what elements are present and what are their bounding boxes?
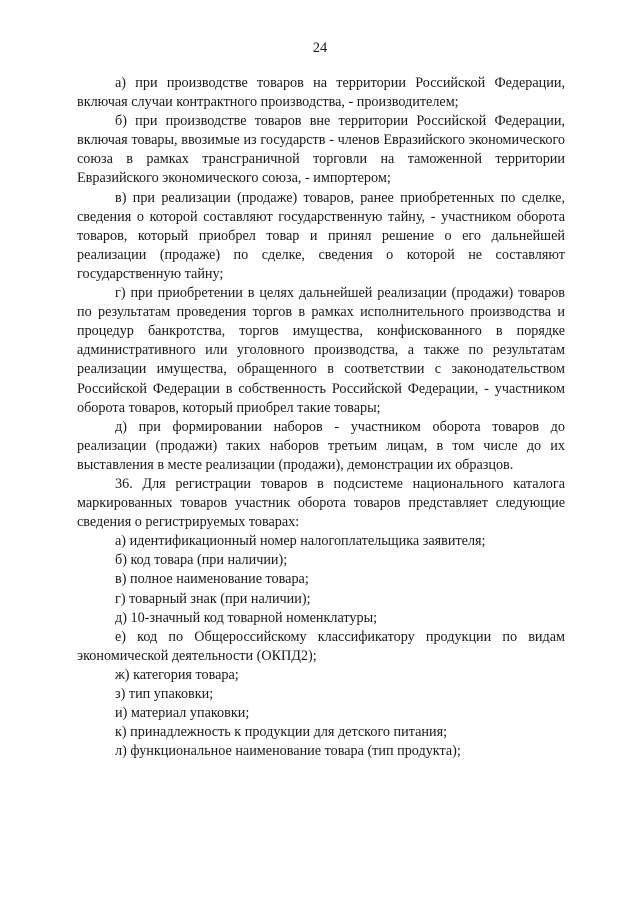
- paragraph: в) при реализации (продаже) товаров, ранее приобретенных по сделке, сведения о которой составляют государственную тайну, - участником оборота товаров, который приобрел товар и принял решение о его дальнейшей реализации (продаже) по сделке, сведения о которой не составляют государственную тайну;: [77, 189, 565, 282]
- list-item: а) идентификационный номер налогоплательщика заявителя;: [115, 533, 486, 550]
- paragraph: 36. Для регистрации товаров в подсистеме национального каталога маркированных товаров участник оборота товаров представляет следующие сведения о регистрируемых товарах:: [77, 475, 565, 531]
- list-item: и) материал упаковки;: [115, 705, 250, 722]
- list-item: е) код по Общероссийскому классификатору продукции по видам экономической деятельности (ОКПД2);: [77, 628, 565, 664]
- paragraph: б) при производстве товаров вне территории Российской Федерации, включая товары, ввозимые из государств - членов Евразийского экономического союза в рамках трансграничной торговли на таможенной территории Евразийского экономического союза, - импортером;: [77, 113, 565, 187]
- page-number: 24: [312, 40, 328, 56]
- list-item: з) тип упаковки;: [115, 686, 214, 702]
- paragraph: д) при формировании наборов - участником оборота товаров до реализации (продажи) таких наборов третьим лицам, в том числе до их выставления в месте реализации (продажи), демонстрации их образцов.: [77, 418, 565, 473]
- list-item: д) 10-значный код товарной номенклатуры;: [115, 609, 378, 626]
- list-item: б) код товара (при наличии);: [115, 552, 288, 569]
- list-item: к) принадлежность к продукции для детского питания;: [115, 724, 448, 741]
- paragraph: а) при производстве товаров на территории Российской Федерации, включая случаи контрактного производства, - производителем;: [77, 75, 565, 111]
- list-item: г) товарный знак (при наличии);: [115, 590, 311, 607]
- paragraph: г) при приобретении в целях дальнейшей реализации (продажи) товаров по результатам проведения торгов в рамках исполнительного производства и процедур банкротства, торгов имущества, конфискованного в порядке административного или уголовного производства, а также по результатам реализации имущества, обращенного в соответствии с законодательством Российской Федерации в собственность Российской Федерации, - участником оборота товаров, который приобрел такие товары;: [77, 285, 565, 416]
- list-item: ж) категория товара;: [115, 666, 239, 683]
- document-body: [77, 74, 565, 761]
- list-item: л) функциональное наименование товара (тип продукта);: [115, 743, 461, 760]
- list-item: в) полное наименование товара;: [115, 571, 309, 588]
